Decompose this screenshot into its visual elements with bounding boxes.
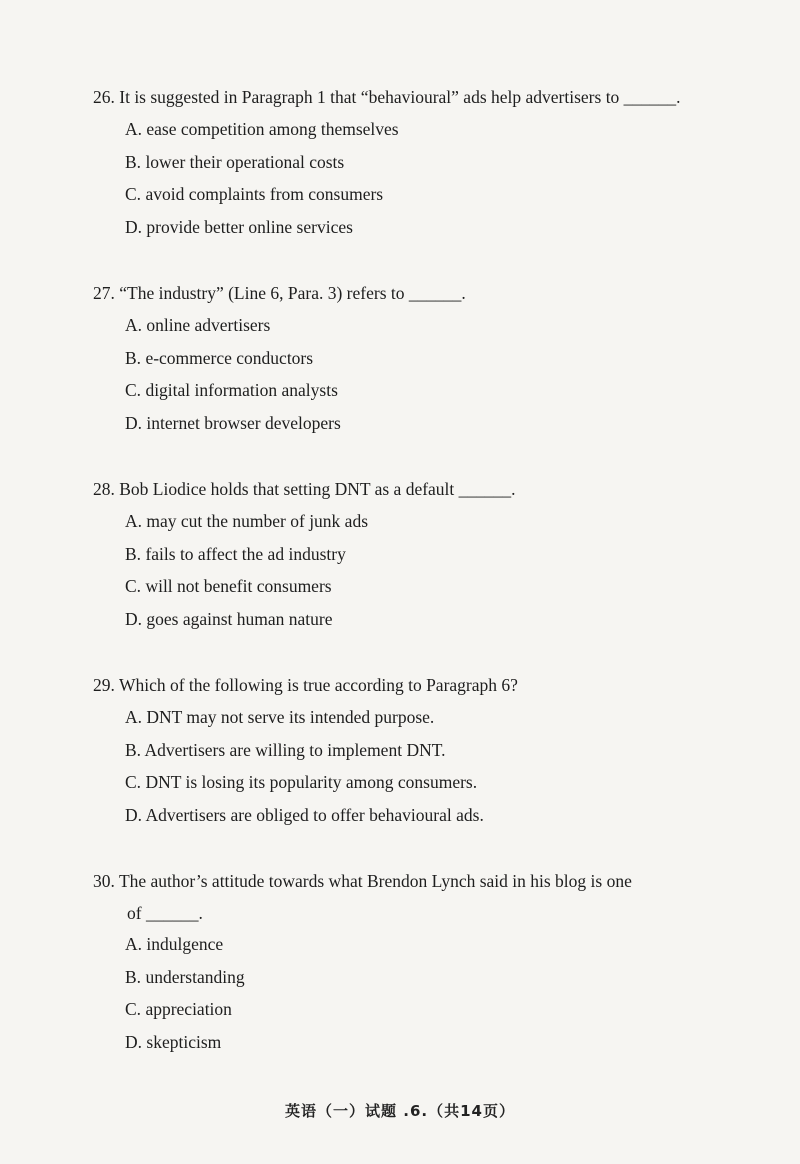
question-27 (93, 282, 753, 444)
option-letter: C. (125, 184, 142, 204)
question-stem (93, 282, 753, 304)
option-letter: B. (125, 151, 142, 172)
option-d (125, 804, 753, 837)
option-letter: C. (125, 380, 142, 400)
question-26 (93, 86, 753, 248)
option-letter: D. (125, 216, 143, 237)
option-text: digital information analysts (145, 380, 338, 400)
question-number: 27. (93, 283, 115, 303)
option-text: internet browser developers (146, 412, 341, 433)
option-text: goes against human nature (146, 608, 333, 629)
option-letter: A. (125, 934, 143, 954)
question-text: Bob Liodice holds that setting DNT as a default ______. (119, 479, 516, 499)
option-text: understanding (145, 966, 245, 987)
page-footer: 英语（一）试题 .6.（共14页） (285, 1102, 515, 1120)
option-text: indulgence (146, 934, 224, 954)
question-number: 26. (93, 87, 115, 107)
option-text: Advertisers are obliged to offer behavioural ads. (145, 804, 484, 825)
option-text: fails to affect the ad industry (145, 543, 346, 564)
option-a (125, 706, 753, 739)
option-c (125, 998, 753, 1031)
option-text: ease competition among themselves (146, 119, 399, 139)
option-c (125, 379, 753, 412)
question-30 (93, 865, 753, 1063)
question-stem (93, 86, 753, 108)
option-text: e-commerce conductors (145, 347, 314, 368)
option-list (93, 510, 753, 640)
option-list (93, 706, 753, 836)
option-text: provide better online services (146, 216, 353, 237)
question-text-continued: of ______. (127, 903, 203, 923)
option-a (125, 118, 753, 151)
option-text: avoid complaints from consumers (145, 184, 384, 204)
option-text: Advertisers are willing to implement DNT. (144, 739, 446, 760)
option-d (125, 1031, 753, 1064)
option-letter: D. (125, 608, 143, 629)
option-b (125, 347, 753, 380)
question-29 (93, 674, 753, 836)
question-number: 30. (93, 871, 115, 891)
option-list (93, 118, 753, 248)
option-letter: B. (125, 966, 142, 987)
option-d (125, 412, 753, 445)
option-c (125, 771, 753, 804)
option-list (93, 314, 753, 444)
option-d (125, 216, 753, 249)
question-text: Which of the following is true according to Paragraph 6? (118, 675, 518, 695)
question-text: It is suggested in Paragraph 1 that “behavioural” ads help advertisers to ______. (119, 87, 681, 107)
option-text: will not benefit consumers (145, 576, 332, 596)
question-28 (93, 478, 753, 640)
option-c (125, 183, 753, 216)
question-stem (93, 478, 753, 500)
option-letter: A. (125, 119, 143, 139)
option-letter: D. (125, 412, 143, 433)
option-text: online advertisers (146, 315, 271, 335)
option-letter: C. (125, 772, 142, 792)
option-letter: C. (125, 576, 142, 596)
option-text: may cut the number of junk ads (146, 511, 369, 531)
question-stem (93, 674, 753, 696)
option-list (93, 933, 753, 1063)
option-letter: B. (125, 347, 142, 368)
option-letter: A. (125, 707, 143, 727)
option-b (125, 739, 753, 772)
question-number: 29. (93, 675, 115, 695)
option-text: DNT is losing its popularity among consumers. (145, 772, 478, 792)
question-number: 28. (93, 479, 115, 499)
question-text: “The industry” (Line 6, Para. 3) refers to ______. (119, 283, 466, 303)
option-letter: B. (125, 543, 142, 564)
option-letter: B. (125, 739, 142, 760)
option-letter: D. (125, 804, 143, 825)
question-stem (93, 865, 753, 929)
option-letter: A. (125, 511, 143, 531)
option-a (125, 314, 753, 347)
option-letter: C. (125, 999, 142, 1019)
option-b (125, 151, 753, 184)
option-c (125, 575, 753, 608)
option-letter: D. (125, 1031, 143, 1052)
option-letter: A. (125, 315, 143, 335)
option-text: DNT may not serve its intended purpose. (146, 707, 435, 727)
option-text: appreciation (145, 999, 232, 1019)
option-a (125, 933, 753, 966)
option-text: lower their operational costs (145, 151, 345, 172)
question-text: The author’s attitude towards what Brendon Lynch said in his blog is one (118, 871, 632, 891)
option-text: skepticism (146, 1031, 222, 1052)
option-b (125, 966, 753, 999)
option-d (125, 608, 753, 641)
option-b (125, 543, 753, 576)
option-a (125, 510, 753, 543)
